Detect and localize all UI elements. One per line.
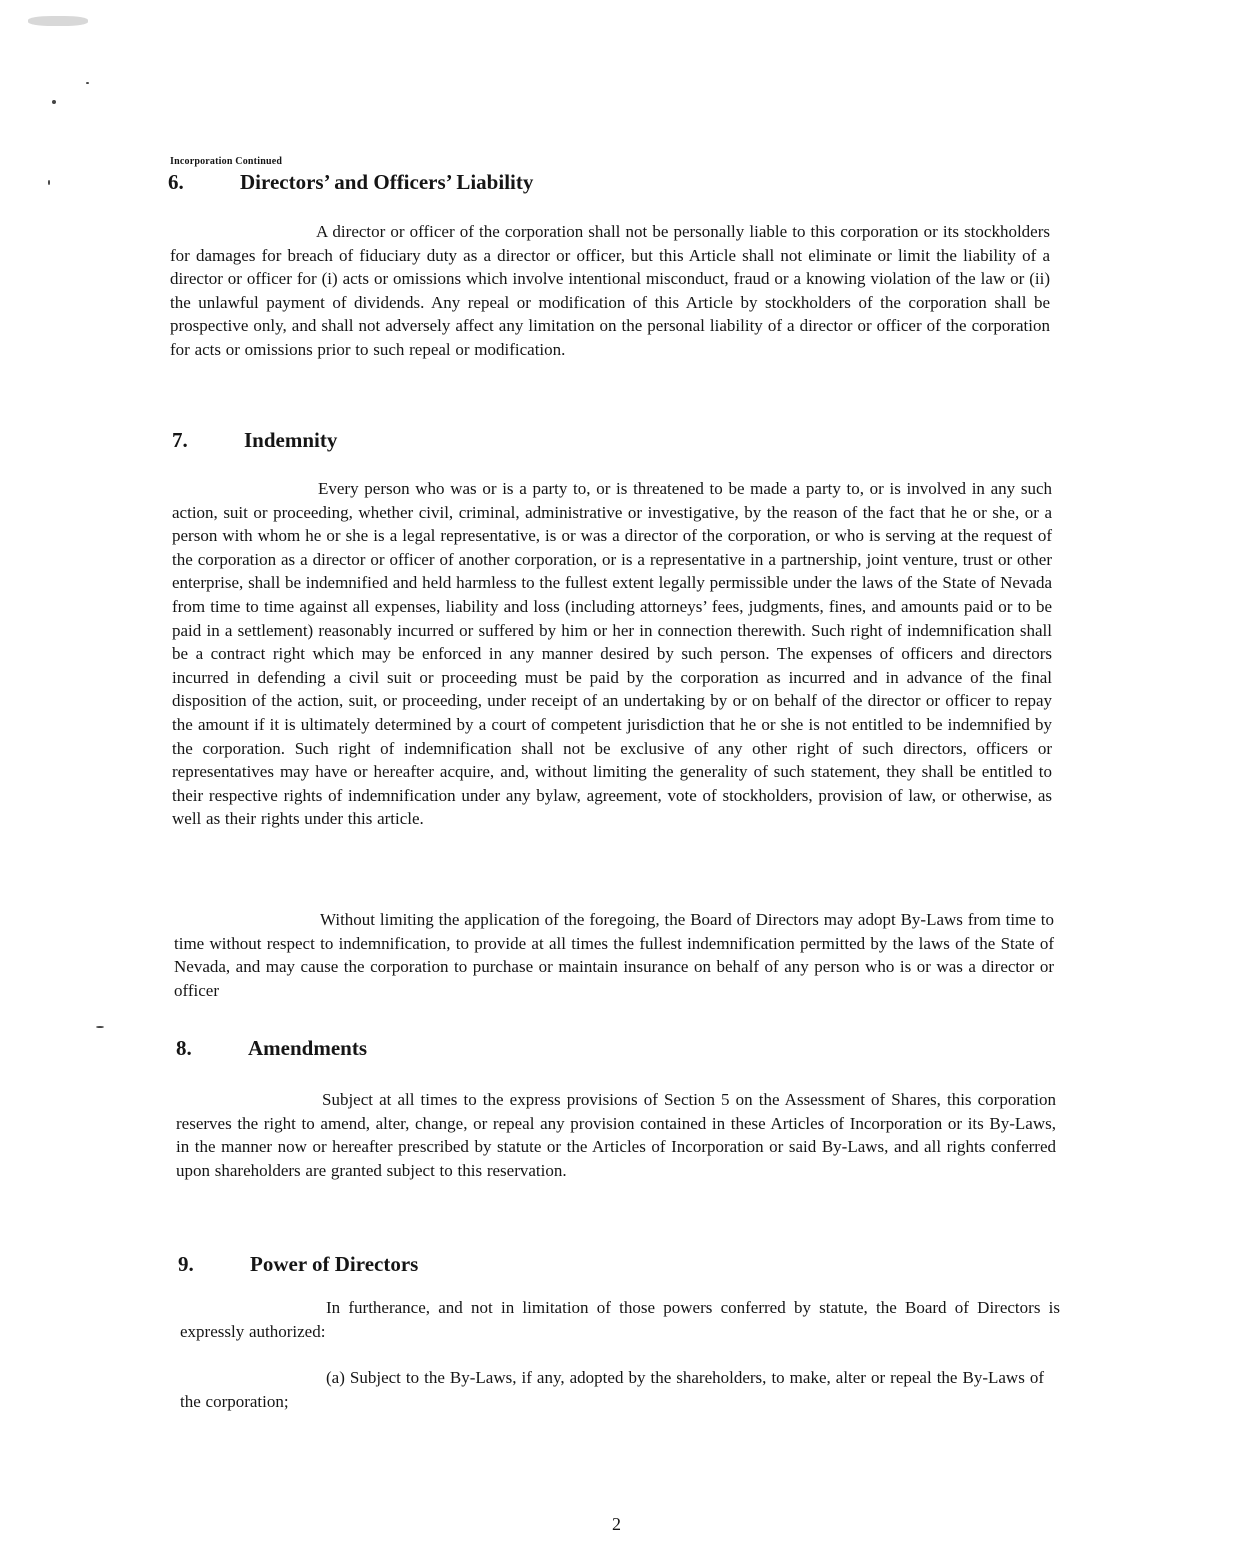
section-9-paragraph-2: (a) Subject to the By-Laws, if any, adopted by the shareholders, to make, alter or repeal the By-Laws of the corporation; [180, 1368, 1044, 1411]
scan-speck [86, 82, 89, 84]
scan-smudge [28, 16, 88, 26]
section-7-paragraph-1: Every person who was or is a party to, or is threatened to be made a party to, or is involved in any such action, suit or proceeding, whether civil, criminal, administrative or investigative, by the reason of the fact that he or she, or a person with whom he or she is a legal representative, is or was a director of the corporation, or who is serving at the request of the corporation as a director or officer of another corporation, or is a representative in a partnership, joint venture, trust or other enterprise, shall be indemnified and held harmless to the fullest extent legally permissible under the laws of the State of Nevada from time to time against all expenses, liability and loss (including attorneys’ fees, judgments, fines, and amounts paid or to be paid in a settlement) reasonably incurred or suffered by him or her in connection therewith. Such right of indemnification shall be a contract right which may be enforced in any manner desired by such person. The expenses of officers and directors incurred in defending a civil suit or proceeding must be paid by the corporation as incurred and in advance of the final disposition of the action, suit, or proceeding, under receipt of an undertaking by or on behalf of the director or officer to repay the amount if it is ultimately determined by a court of competent jurisdiction that he or she is not entitled to be indemnified by the corporation. Such right of indemnification shall not be exclusive of any other right of such directors, officers or representatives may have or hereafter acquire, and, without limiting the generality of such statement, they shall be entitled to their respective rights of indemnification under any bylaw, agreement, vote of stockholders, provision of law, or otherwise, as well as their rights under this article. [172, 479, 1052, 829]
section-number: 9. [178, 1252, 194, 1276]
scan-speck [52, 100, 56, 104]
section-title: Indemnity [244, 428, 338, 452]
section-9-paragraph-1: In furtherance, and not in limitation of those powers conferred by statute, the Board of Directors is expressly authorized: [180, 1298, 1060, 1341]
section-number: 6. [168, 170, 184, 194]
section-number: 8. [176, 1036, 192, 1060]
page-number: 2 [612, 1514, 621, 1534]
section-8-paragraph-1: Subject at all times to the express provisions of Section 5 on the Assessment of Shares, this corporation reserves the right to amend, alter, change, or repeal any provision contained in these Articles of Incorporation or its By-Laws, in the manner now or hereafter prescribed by statute or the Articles of Incorporation or said By-Laws, and all rights conferred upon shareholders are granted subject to this reservation. [176, 1090, 1056, 1180]
section-heading-8 [176, 1036, 367, 1061]
scan-speck [96, 1026, 104, 1028]
section-title: Amendments [248, 1036, 367, 1060]
continued-label: Incorporation Continued [170, 156, 283, 167]
scan-speck [48, 180, 50, 185]
section-title: Directors’ and Officers’ Liability [240, 170, 534, 194]
section-heading-7 [172, 428, 337, 453]
section-7-paragraph-2: Without limiting the application of the foregoing, the Board of Directors may adopt By-Laws from time to time without respect to indemnification, to provide at all times the fullest indemnification permitted by the laws of the State of Nevada, and may cause the corporation to purchase or maintain insurance on behalf of any person who is or was a director or officer [174, 910, 1054, 1000]
section-title: Power of Directors [250, 1252, 419, 1276]
section-heading-6 [168, 170, 533, 195]
section-6-paragraph-1: A director or officer of the corporation shall not be personally liable to this corporation or its stockholders for damages for breach of fiduciary duty as a director or officer, but this Article shall not eliminate or limit the liability of a director or officer for (i) acts or omissions which involve intentional misconduct, fraud or a knowing violation of the law or (ii) the unlawful payment of dividends. Any repeal or modification of this Article by stockholders of the corporation shall be prospective only, and shall not adversely affect any limitation on the personal liability of a director or officer of the corporation for acts or omissions prior to such repeal or modification. [170, 222, 1050, 359]
section-number: 7. [172, 428, 188, 452]
section-heading-9 [178, 1252, 418, 1277]
